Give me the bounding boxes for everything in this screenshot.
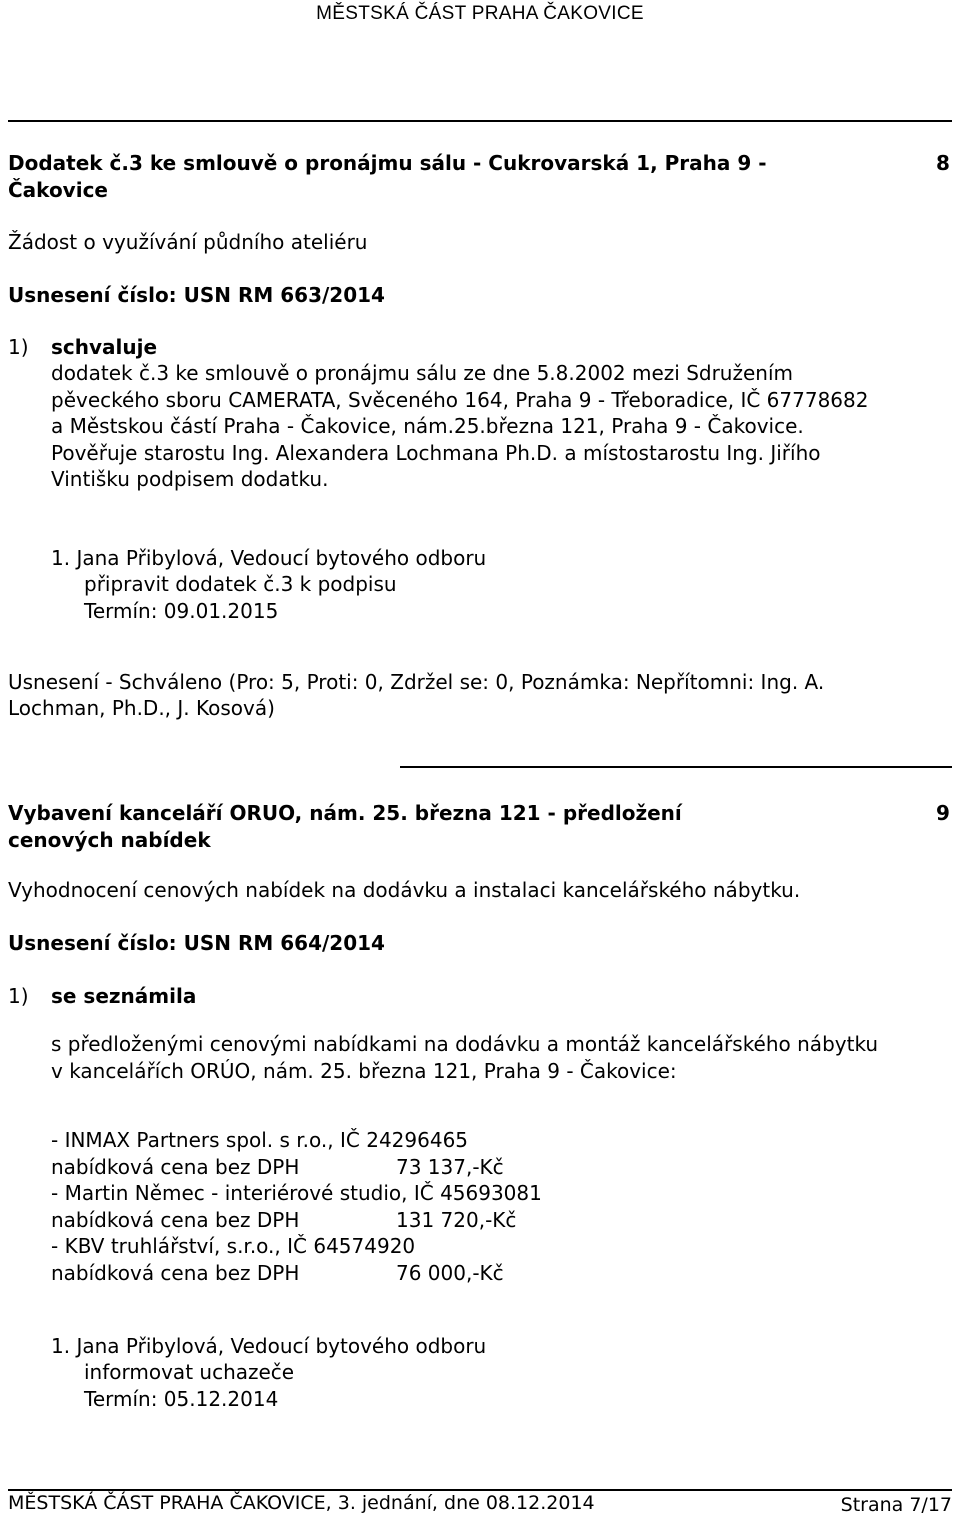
offer-company: - Martin Němec - interiérové studio, IČ 45693081 — [51, 1181, 542, 1205]
item9-title-line1: Vybavení kanceláří ORUO, nám. 25. března 121 - předložení — [8, 801, 682, 825]
item9-task-assignee: 1. Jana Přibylová, Vedoucí bytového odboru — [51, 1334, 487, 1358]
item8-body-line: Vintišku podpisem dodatku. — [51, 467, 329, 491]
item8-task-assignee: 1. Jana Přibylová, Vedoucí bytového odboru — [51, 546, 487, 570]
item8-body-line: Pověřuje starostu Ing. Alexandera Lochmana Ph.D. a místostarostu Ing. Jiřího — [51, 441, 821, 465]
item8-body-line: dodatek č.3 ke smlouvě o pronájmu sálu ze dne 5.8.2002 mezi Sdružením — [51, 361, 794, 385]
item9-body-line1: s předloženými cenovými nabídkami na dodávku a montáž kancelářského nábytku — [51, 1032, 879, 1056]
item8-title-line1: Dodatek č.3 ke smlouvě o pronájmu sálu - Cukrovarská 1, Praha 9 - — [8, 151, 767, 175]
item8-vote-line2: Lochman, Ph.D., J. Kosová) — [8, 696, 275, 720]
item8-point-number: 1) — [8, 335, 29, 359]
item8-resolution-number: Usnesení číslo: USN RM 663/2014 — [8, 283, 385, 307]
item9-task-deadline: Termín: 05.12.2014 — [84, 1387, 279, 1411]
offer-price-label: nabídková cena bez DPH — [51, 1155, 300, 1179]
offer-price-label: nabídková cena bez DPH — [51, 1208, 300, 1232]
offer-price: 73 137,-Kč — [396, 1155, 504, 1179]
item8-vote-line1: Usnesení - Schváleno (Pro: 5, Proti: 0, Zdržel se: 0, Poznámka: Nepřítomni: Ing. A. — [8, 670, 825, 694]
offer-price-label: nabídková cena bez DPH — [51, 1261, 300, 1285]
item9-point-verb: se seznámila — [51, 984, 197, 1008]
item8-task-deadline: Termín: 09.01.2015 — [84, 599, 279, 623]
item8-point-verb: schvaluje — [51, 335, 158, 359]
offer-company: - INMAX Partners spol. s r.o., IČ 24296465 — [51, 1128, 469, 1152]
item8-number: 8 — [936, 151, 950, 175]
item8-task-description: připravit dodatek č.3 k podpisu — [84, 572, 397, 596]
item9-point-number: 1) — [8, 984, 29, 1008]
item8-subject: Žádost o využívání půdního ateliéru — [8, 230, 368, 254]
item8-body-line: a Městskou částí Praha - Čakovice, nám.25.března 121, Praha 9 - Čakovice. — [51, 414, 804, 438]
item9-number: 9 — [936, 801, 950, 825]
page-header-title: MĚSTSKÁ ČÁST PRAHA ČAKOVICE — [316, 3, 644, 24]
footer-meeting-info: MĚSTSKÁ ČÁST PRAHA ČAKOVICE, 3. jednání, dne 08.12.2014 — [8, 1492, 595, 1514]
offer-price: 76 000,-Kč — [396, 1261, 504, 1285]
header-divider — [8, 120, 952, 122]
item9-body-line2: v kancelářích ORÚO, nám. 25. března 121, Praha 9 - Čakovice: — [51, 1059, 677, 1083]
footer-divider — [8, 1489, 952, 1491]
offer-price: 131 720,-Kč — [396, 1208, 517, 1232]
item9-resolution-number: Usnesení číslo: USN RM 664/2014 — [8, 931, 385, 955]
item8-title-line2: Čakovice — [8, 178, 108, 202]
item9-subject: Vyhodnocení cenových nabídek na dodávku a instalaci kancelářského nábytku. — [8, 878, 801, 902]
item9-title-line2: cenových nabídek — [8, 828, 211, 852]
item-divider — [400, 766, 952, 768]
offer-company: - KBV truhlářství, s.r.o., IČ 64574920 — [51, 1234, 416, 1258]
item8-body-line: pěveckého sboru CAMERATA, Svěceného 164, Praha 9 - Třeboradice, IČ 67778682 — [51, 388, 869, 412]
footer-page-number: Strana 7/17 — [840, 1494, 952, 1516]
item9-task-description: informovat uchazeče — [84, 1360, 295, 1384]
